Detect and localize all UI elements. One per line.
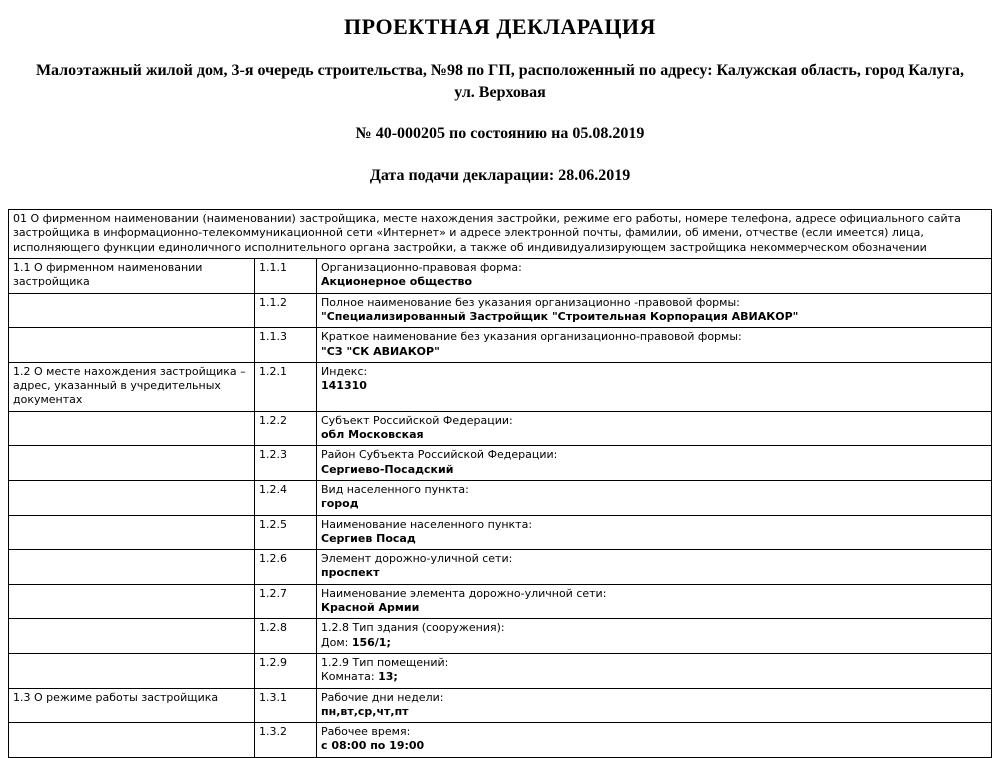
row-code: 1.1.3 <box>255 328 317 363</box>
row-code: 1.2.7 <box>255 584 317 619</box>
row-value-text: 156/1; <box>351 635 391 649</box>
row-content <box>317 446 992 481</box>
table-row <box>9 653 992 688</box>
table-row <box>9 619 992 654</box>
row-field-label: Полное наименование без указания организационно -правовой формы: <box>321 295 740 309</box>
row-value-text: с 08:00 по 19:00 <box>321 739 425 753</box>
row-value-text: "СЗ "СК АВИАКОР" <box>321 344 440 358</box>
row-value-prefix: Комната: <box>321 670 379 684</box>
table-row <box>9 480 992 515</box>
row-group-label <box>9 723 255 758</box>
row-content <box>317 550 992 585</box>
row-group-label: 1.1 О фирменном наименовании застройщика <box>9 259 255 294</box>
row-content <box>317 362 992 411</box>
row-group-label <box>9 411 255 446</box>
table-row <box>9 584 992 619</box>
row-field-value <box>321 497 987 511</box>
row-code: 1.2.1 <box>255 362 317 411</box>
row-field-value <box>321 463 987 477</box>
row-code: 1.2.8 <box>255 619 317 654</box>
row-content <box>317 723 992 758</box>
row-group-label <box>9 328 255 363</box>
row-field-value <box>321 379 987 393</box>
row-code: 1.3.1 <box>255 688 317 723</box>
section-01-header: 01 О фирменном наименовании (наименовании) застройщика, месте нахождения застройки, режиме его работы, номере телефона, адресе официального сайта застройщика в информационно-телекоммуникационной сети «Интернет» и адресе электронной почты, фамилии, об имени, отчестве (если имеется) лица, исполняющего функции единоличного исполнительного органа застройки, а также об индивидуализирующем застройщика некоммерческом обозначении <box>9 210 992 259</box>
declaration-date-line: Дата подачи декларации: 28.06.2019 <box>369 167 631 185</box>
row-group-label: 1.2 О месте нахождения застройщика – адрес, указанный в учредительных документах <box>9 362 255 411</box>
section-header-row <box>9 210 992 259</box>
row-content <box>317 515 992 550</box>
row-field-value <box>321 636 987 650</box>
row-code: 1.2.5 <box>255 515 317 550</box>
row-code: 1.3.2 <box>255 723 317 758</box>
row-value-text: 13; <box>378 670 398 684</box>
row-code: 1.2.9 <box>255 653 317 688</box>
row-code: 1.2.4 <box>255 480 317 515</box>
row-code: 1.1.1 <box>255 259 317 294</box>
row-field-label: Рабочие дни недели: <box>321 690 444 704</box>
table-row <box>9 723 992 758</box>
row-content <box>317 584 992 619</box>
row-content <box>317 480 992 515</box>
row-group-label <box>9 550 255 585</box>
table-row <box>9 688 992 723</box>
table-row <box>9 259 992 294</box>
row-group-label <box>9 480 255 515</box>
row-content <box>317 259 992 294</box>
row-value-text: Сергиев Посад <box>321 531 416 545</box>
row-content <box>317 688 992 723</box>
row-field-value <box>321 345 987 359</box>
row-field-label: Наименование элемента дорожно-уличной сети: <box>321 586 607 600</box>
row-field-value <box>321 428 987 442</box>
page-title: ПРОЕКТНАЯ ДЕКЛАРАЦИЯ <box>344 14 656 39</box>
row-code: 1.2.3 <box>255 446 317 481</box>
row-field-label: Наименование населенного пункта: <box>321 517 533 531</box>
row-value-prefix: Дом: <box>321 635 352 649</box>
row-field-value <box>321 532 987 546</box>
row-field-label: 1.2.8 Тип здания (сооружения): <box>321 621 505 635</box>
row-value-text: пн,вт,ср,чт,пт <box>321 704 409 718</box>
row-value-text: обл Московская <box>321 428 424 442</box>
row-field-label: Субъект Российской Федерации: <box>321 413 513 427</box>
row-group-label <box>9 619 255 654</box>
table-row <box>9 411 992 446</box>
declaration-number-line: № 40-000205 по состоянию на 05.08.2019 <box>355 125 645 143</box>
row-field-label: Район Субъекта Российской Федерации: <box>321 448 558 462</box>
row-content <box>317 411 992 446</box>
row-field-label: 1.2.9 Тип помещений: <box>321 655 449 669</box>
row-field-label: Краткое наименование без указания организационно-правовой формы: <box>321 330 742 344</box>
row-content <box>317 293 992 328</box>
row-field-label: Рабочее время: <box>321 725 411 739</box>
table-row <box>9 515 992 550</box>
row-value-text: Акционерное общество <box>321 275 473 289</box>
table-row <box>9 446 992 481</box>
row-code: 1.2.2 <box>255 411 317 446</box>
row-content <box>317 653 992 688</box>
row-group-label <box>9 653 255 688</box>
table-row <box>9 550 992 585</box>
object-description: Малоэтажный жилой дом, 3-я очередь строительства, №98 по ГП, расположенный по адресу: Калужская область, город Калуга, ул. Верховая <box>35 62 965 101</box>
row-value-text: Сергиево-Посадский <box>321 462 454 476</box>
row-value-text: 141310 <box>321 379 367 393</box>
row-group-label <box>9 293 255 328</box>
row-group-label <box>9 446 255 481</box>
table-row <box>9 328 992 363</box>
row-group-label <box>9 584 255 619</box>
row-field-value <box>321 310 987 324</box>
row-group-label: 1.3 О режиме работы застройщика <box>9 688 255 723</box>
row-group-label <box>9 515 255 550</box>
row-value-text: проспект <box>321 566 380 580</box>
row-field-label: Вид населенного пункта: <box>321 482 469 496</box>
row-field-value <box>321 601 987 615</box>
declaration-table <box>8 209 992 758</box>
row-code: 1.1.2 <box>255 293 317 328</box>
row-field-value <box>321 566 987 580</box>
row-field-value <box>321 275 987 289</box>
row-field-value <box>321 705 987 719</box>
row-field-value <box>321 670 987 684</box>
row-field-label: Индекс: <box>321 364 368 378</box>
row-value-text: Красной Армии <box>321 601 420 615</box>
row-value-text: город <box>321 497 359 511</box>
row-field-value <box>321 739 987 753</box>
row-content <box>317 619 992 654</box>
row-field-label: Элемент дорожно-уличной сети: <box>321 552 513 566</box>
table-row <box>9 293 992 328</box>
row-content <box>317 328 992 363</box>
row-value-text: "Специализированный Застройщик "Строительная Корпорация АВИАКОР" <box>321 309 799 323</box>
row-field-label: Организационно-правовая форма: <box>321 261 522 275</box>
table-row <box>9 362 992 411</box>
row-code: 1.2.6 <box>255 550 317 585</box>
declaration-table-body <box>9 210 992 758</box>
